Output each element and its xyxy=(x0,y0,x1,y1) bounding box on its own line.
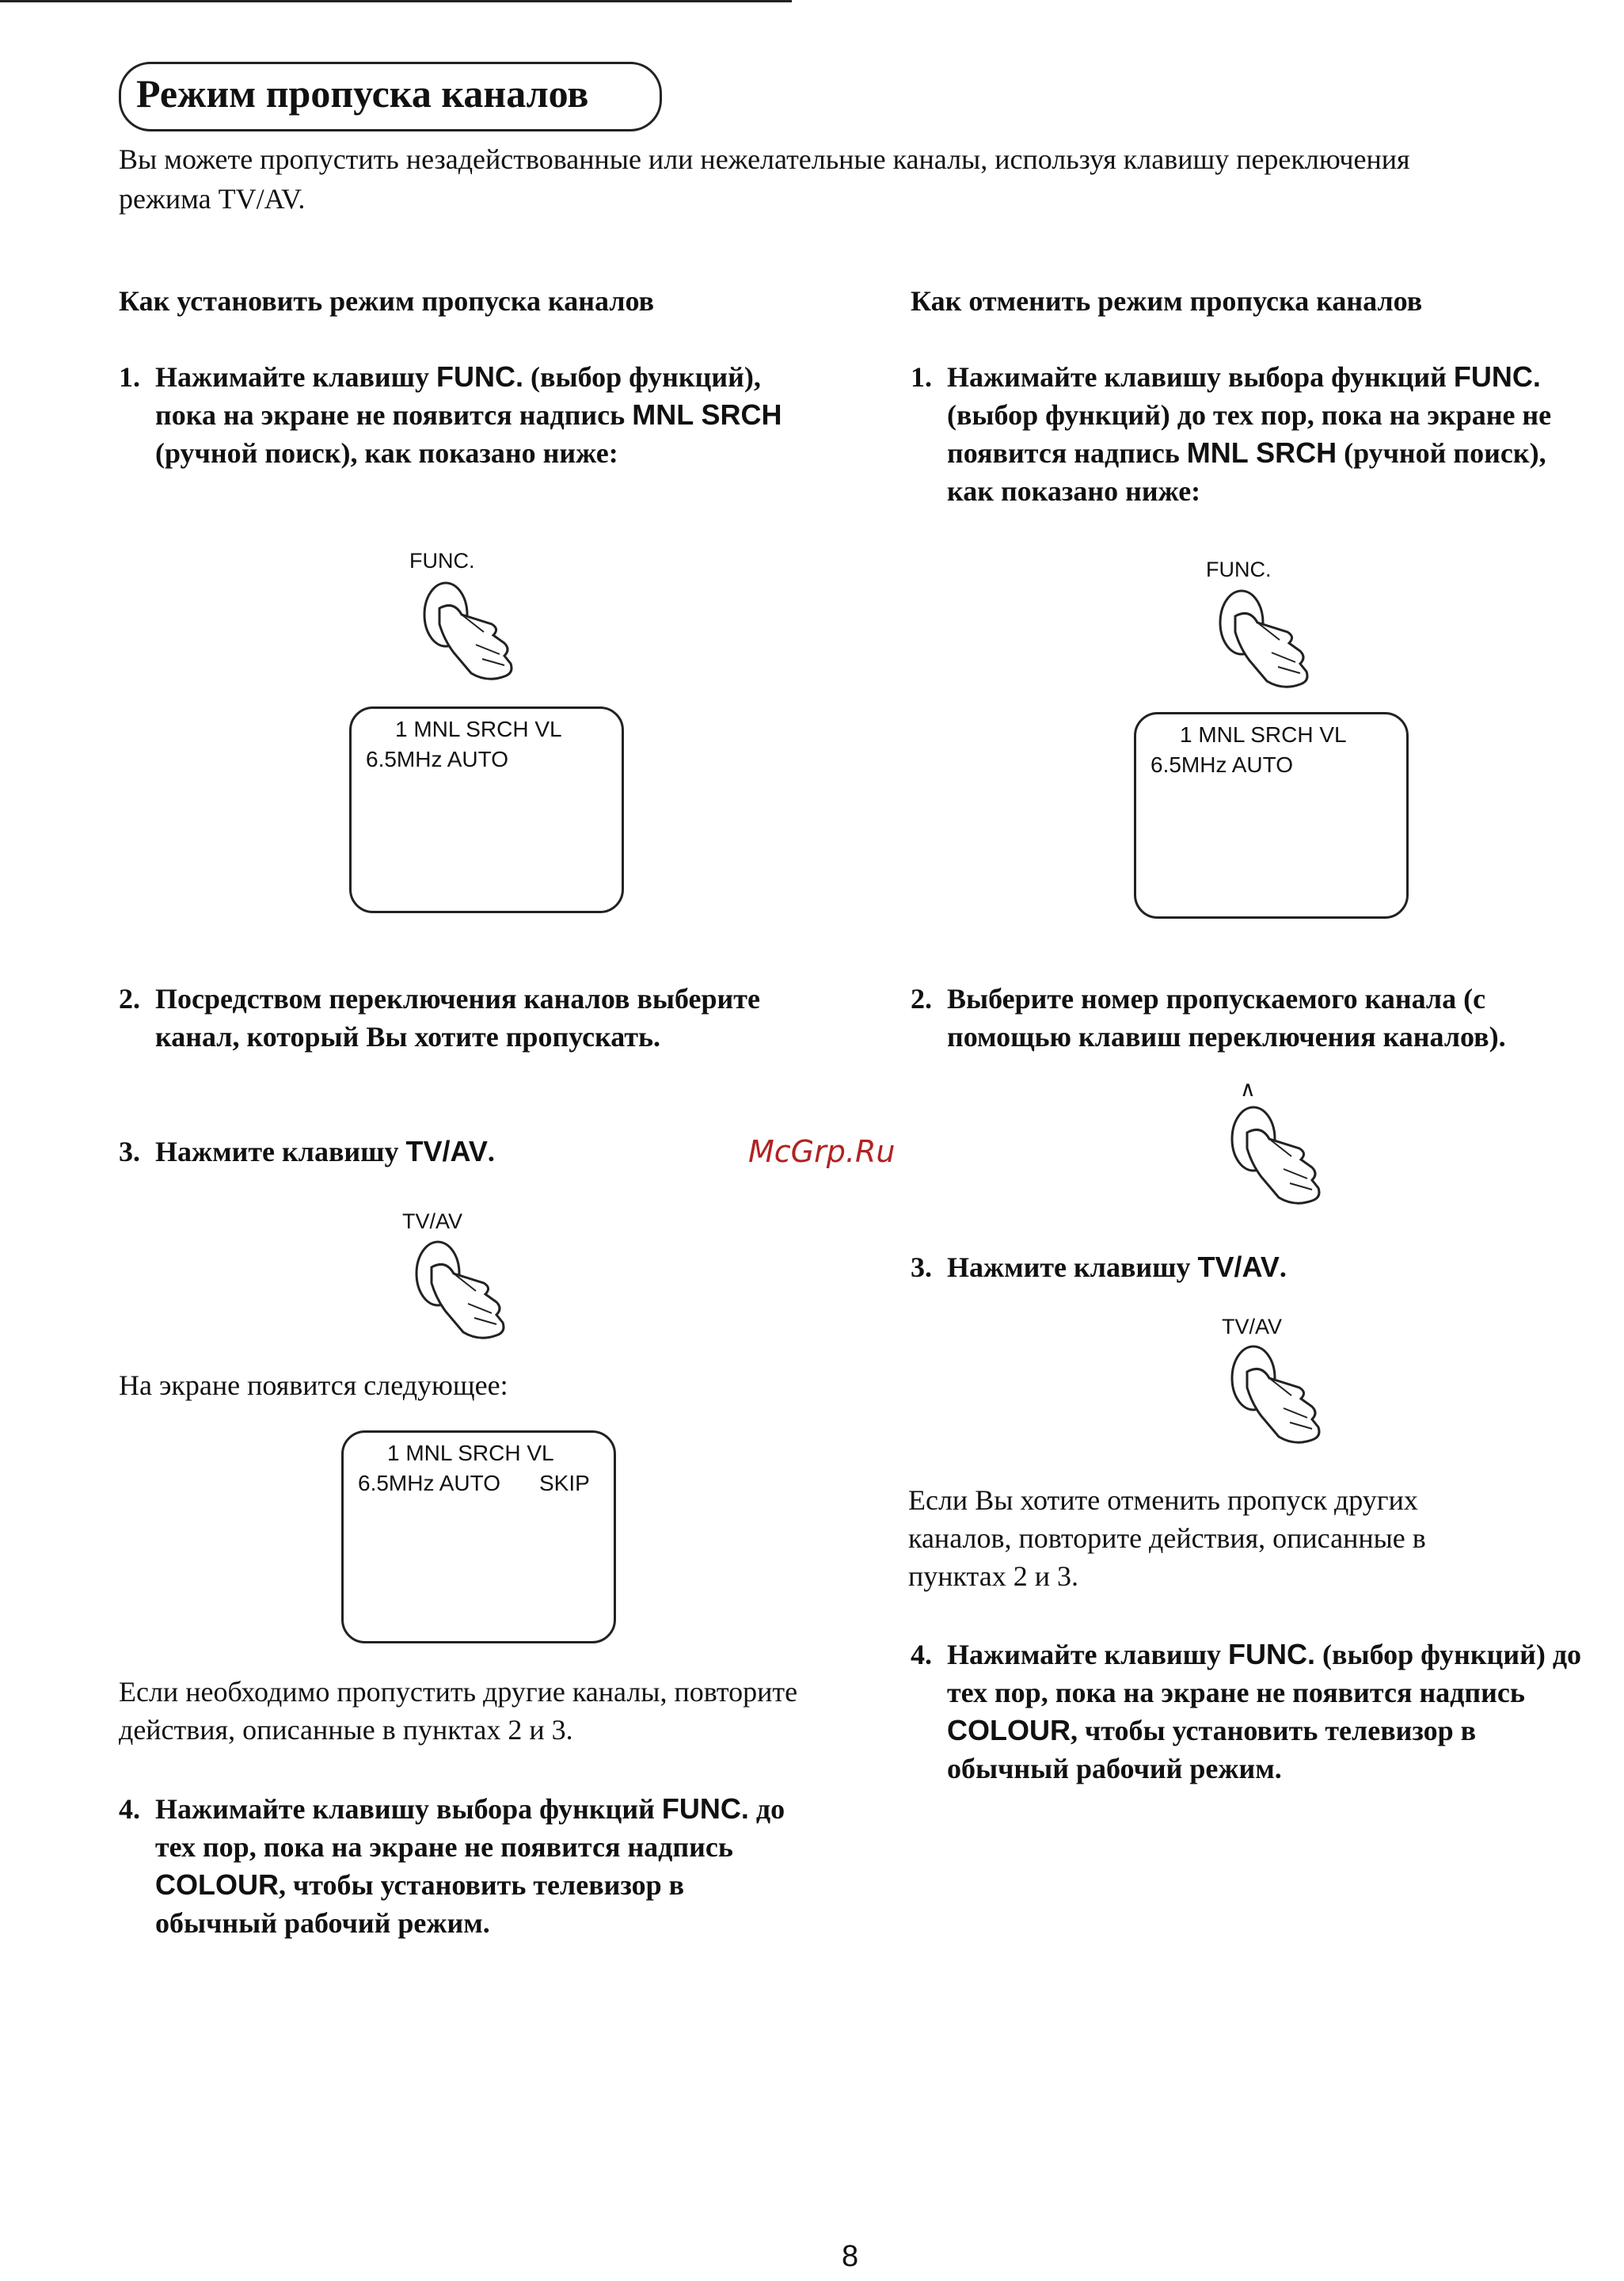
page-number: 8 xyxy=(842,2240,859,2273)
left-step-2: 2. Посредством переключения каналов выберите канал, который Вы хотите пропускать. xyxy=(119,983,760,1053)
right-repeat-text: Если Вы хотите отменить пропуск других каналов, повторите действия, описанные в пунктах 2 и 3. xyxy=(908,1484,1426,1592)
intro-paragraph: Вы можете пропустить незадействованные или нежелательные каналы, используя клавишу переключения режима TV/AV. xyxy=(119,143,1410,215)
tvav-button-label: TV/AV xyxy=(402,1209,463,1233)
hand-press-tvav-icon xyxy=(1223,1340,1342,1451)
right-step-2: 2. Выберите номер пропускаемого канала (с помощью клавиш переключения каналов). xyxy=(911,983,1506,1053)
watermark: McGrp.Ru xyxy=(748,1134,896,1169)
skip-indicator: SKIP xyxy=(539,1471,590,1495)
left-appears-text: На экране появится следующее: xyxy=(119,1369,508,1401)
top-rule xyxy=(0,0,792,2)
tv-screen-1: 1 MNL SRCH VL 6.5MHz AUTO xyxy=(349,706,624,913)
left-step-1: 1. Нажимайте клавишу FUNC. (выбор функций), пока на экране не появится надпись MNL SRCH (ручной поиск), как показано ниже: xyxy=(119,358,800,472)
hand-press-channel-up-icon xyxy=(1223,1101,1342,1212)
step-number: 1. xyxy=(119,361,140,393)
tvav-button-label: TV/AV xyxy=(1222,1315,1283,1339)
hand-press-func-icon xyxy=(1211,585,1330,695)
page-title: Режим пропуска каналов xyxy=(136,71,589,116)
left-step-4: 4. Нажимайте клавишу выбора функций FUNC. до тех пор, пока на экране не появится надпись COLOUR, чтобы установить телевизор в обычный рабочий режим. xyxy=(119,1792,785,1939)
hand-press-tvav-icon xyxy=(408,1236,527,1346)
func-button-label: FUNC. xyxy=(1206,558,1272,581)
right-step-3: 3. Нажмите клавишу TV/AV. xyxy=(911,1251,1287,1283)
right-step-1: 1. Нажимайте клавишу выбора функций FUNC. (выбор функций) до тех пор, пока на экране не появится надпись MNL SRCH (ручной поиск), как показано ниже: xyxy=(911,360,1552,507)
tv-screen-1: 1 MNL SRCH VL 6.5MHz AUTO xyxy=(1134,712,1409,919)
right-heading: Как отменить режим пропуска каналов xyxy=(911,285,1423,317)
left-repeat-text: Если необходимо пропустить другие каналы, повторите действия, описанные в пунктах 2 и 3. xyxy=(119,1676,798,1746)
tv-screen-skip: 1 MNL SRCH VL 6.5MHz AUTO SKIP xyxy=(341,1430,616,1643)
left-step-3: 3. Нажмите клавишу TV/AV. xyxy=(119,1135,495,1167)
func-button-label: FUNC. xyxy=(409,549,475,573)
right-step-4: 4. Нажимайте клавишу FUNC. (выбор функций) до тех пор, пока на экране не появится надпись COLOUR, чтобы установить телевизор в обычный рабочий режим. xyxy=(911,1638,1582,1784)
left-heading: Как установить режим пропуска каналов xyxy=(119,285,655,317)
channel-up-label: ∧ xyxy=(1240,1077,1256,1101)
hand-press-func-icon xyxy=(416,577,534,687)
